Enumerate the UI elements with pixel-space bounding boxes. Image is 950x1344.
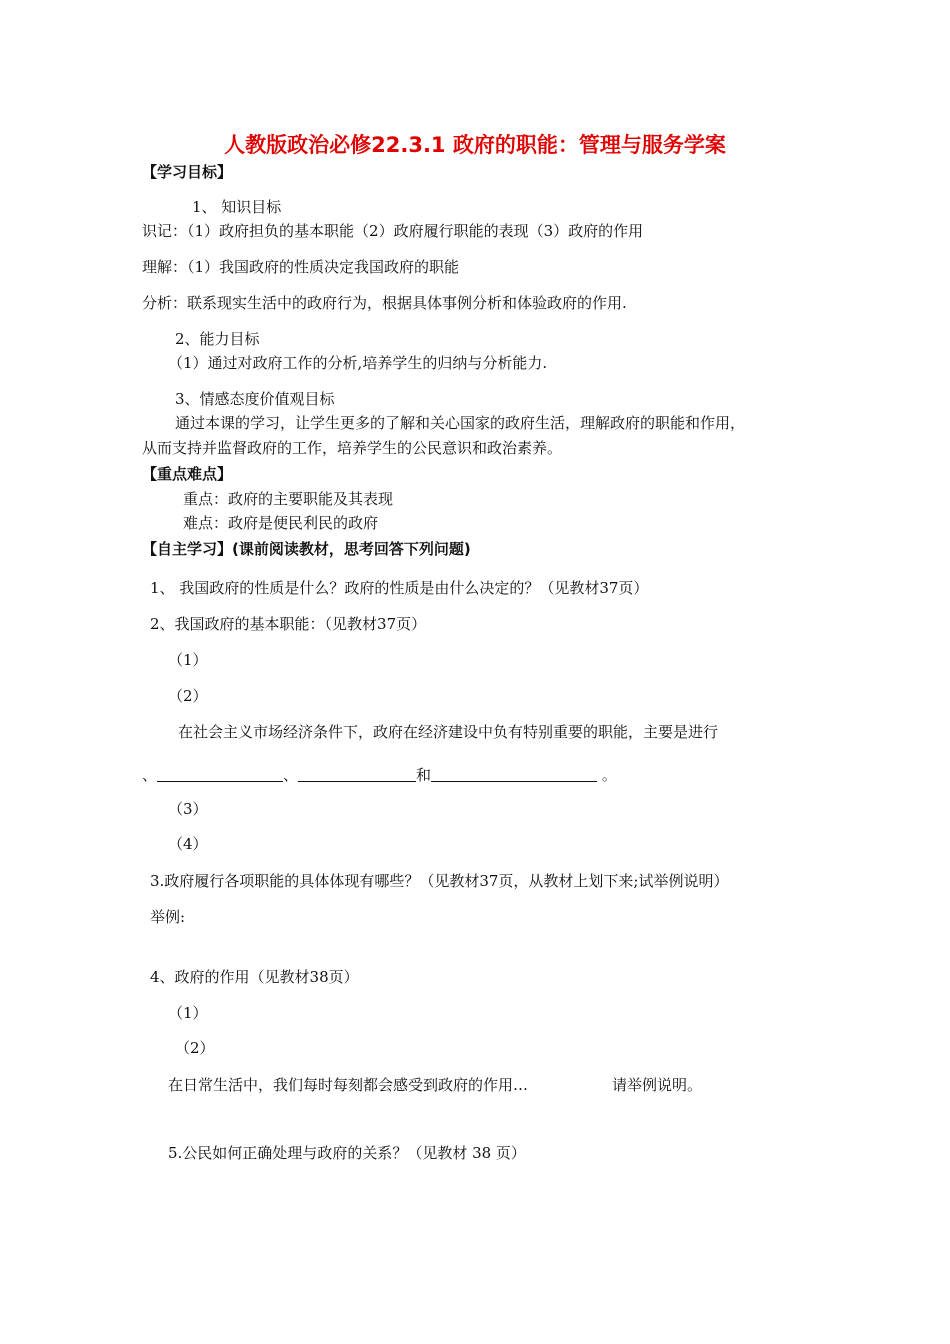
question-4-item-1: （1）: [168, 1004, 208, 1022]
fill-separator: 、: [142, 766, 158, 784]
question-3: 3.政府履行各项职能的具体体现有哪些？（见教材37页，从教材上划下来;试举例说明）: [150, 872, 729, 890]
ability-goal-item: （1）通过对政府工作的分析,培养学生的归纳与分析能力.: [168, 354, 548, 372]
emotion-goal-line1: 通过本课的学习，让学生更多的了解和关心国家的政府生活，理解政府的职能和作用，: [175, 414, 746, 432]
understand-goal: 理解：（1）我国政府的性质决定我国政府的职能: [142, 258, 460, 276]
question-4-item-2: （2）: [175, 1039, 215, 1057]
question-3-example: 举例:: [150, 908, 186, 926]
question-4-ask-example: 请举例说明。: [612, 1076, 703, 1094]
key-point: 重点：政府的主要职能及其表现: [183, 490, 394, 508]
key-points-heading: 【重点难点】: [142, 465, 233, 483]
fill-conjunction: 和: [416, 766, 432, 784]
question-2-item-1: （1）: [168, 651, 208, 669]
fill-end-mark: 。: [597, 766, 617, 784]
question-4-daily-life: 在日常生活中，我们每时每刻都会感受到政府的作用…: [168, 1076, 529, 1094]
economy-function-text: 在社会主义市场经济条件下，政府在经济建设中负有特别重要的职能，主要是进行: [178, 723, 719, 741]
question-2-item-3: （3）: [168, 800, 208, 818]
difficult-point: 难点：政府是便民利民的政府: [183, 514, 379, 532]
fill-blank-1[interactable]: [157, 765, 283, 782]
question-2-item-2: （2）: [168, 687, 208, 705]
question-5: 5.公民如何正确处理与政府的关系？（见教材 38 页）: [168, 1144, 526, 1162]
question-2: 2、我国政府的基本职能：（见教材37页）: [150, 615, 427, 633]
knowledge-goal-heading: 1、 知识目标: [192, 198, 282, 216]
fill-in-blanks-line: [142, 765, 617, 785]
fill-blank-2[interactable]: [298, 765, 416, 782]
question-1: 1、 我国政府的性质是什么？政府的性质是由什么决定的？（见教材37页）: [150, 579, 649, 597]
analyze-goal: 分析：联系现实生活中的政府行为，根据具体事例分析和体验政府的作用.: [142, 294, 627, 312]
question-2-item-4: （4）: [168, 835, 208, 853]
ability-goal-heading: 2、能力目标: [175, 330, 260, 348]
fill-separator: 、: [283, 766, 299, 784]
emotion-goal-line2: 从而支持并监督政府的工作，培养学生的公民意识和政治素养。: [142, 439, 563, 457]
question-4: 4、政府的作用（见教材38页）: [150, 968, 359, 986]
document-title: 人教版政治必修22.3.1 政府的职能：管理与服务学案: [224, 133, 726, 157]
emotion-goal-heading: 3、情感态度价值观目标: [175, 390, 335, 408]
fill-blank-3[interactable]: [431, 765, 597, 782]
self-study-heading: 【自主学习】(课前阅读教材，思考回答下列问题): [142, 540, 471, 558]
goals-heading: 【学习目标】: [142, 163, 233, 181]
identify-goal: 识记：（1）政府担负的基本职能（2）政府履行职能的表现（3）政府的作用: [142, 222, 644, 240]
